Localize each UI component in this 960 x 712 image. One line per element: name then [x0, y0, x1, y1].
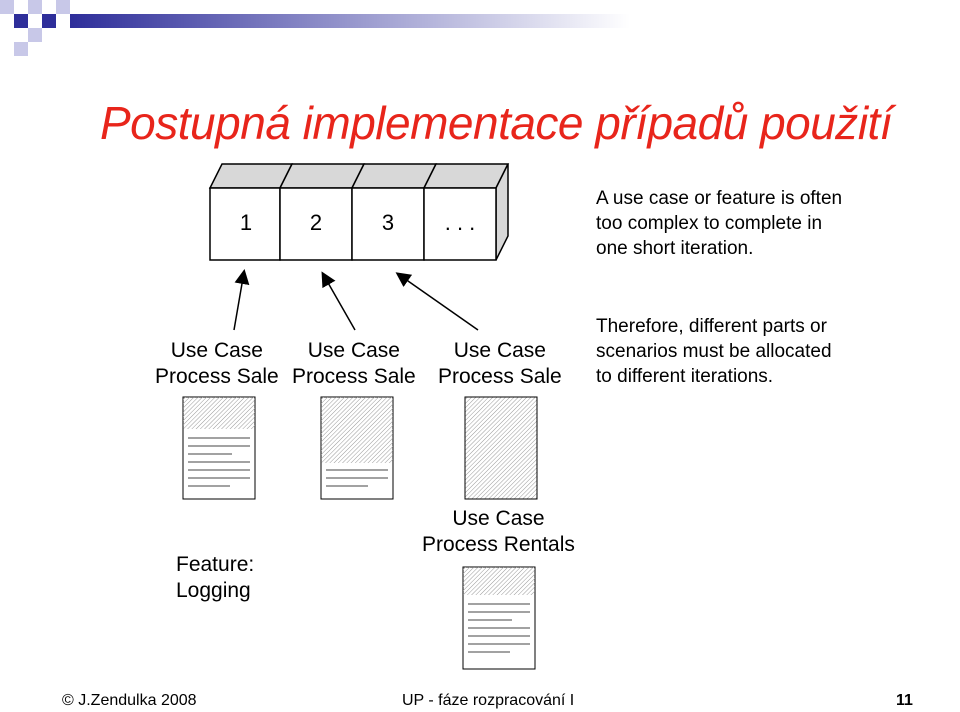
iteration-more: . . . [444, 210, 476, 235]
use-case-label-1: Use Case Process Sale [155, 339, 279, 388]
note-complexity: A use case or feature is often too complex to complete in one short iteration. [596, 188, 843, 259]
footer-copyright: © J.Zendulka 2008 [62, 692, 197, 709]
use-case-label-2: Use Case Process Sale [292, 339, 416, 388]
page-number: 11 [896, 692, 913, 709]
arrow-to-iteration-2 [323, 274, 355, 330]
iteration-3: 3 [381, 210, 395, 235]
document-icon [320, 396, 394, 500]
footer-course: UP - fáze rozpracování I [402, 692, 575, 709]
use-case-rentals-label: Use Case Process Rentals [422, 507, 575, 556]
iteration-2: 2 [309, 210, 323, 235]
feature-logging-label: Feature: Logging [176, 553, 255, 602]
arrow-to-iteration-3 [398, 274, 478, 330]
arrow-to-iteration-1 [234, 272, 244, 330]
document-icon [464, 396, 538, 500]
document-icon [182, 396, 256, 500]
note-allocation: Therefore, different parts or scenarios must be allocated to different iterations. [596, 316, 832, 387]
use-case-label-3: Use Case Process Sale [438, 339, 562, 388]
iteration-1: 1 [239, 210, 253, 235]
page-title: Postupná implementace případů použití [100, 97, 893, 149]
document-icon [462, 566, 536, 670]
